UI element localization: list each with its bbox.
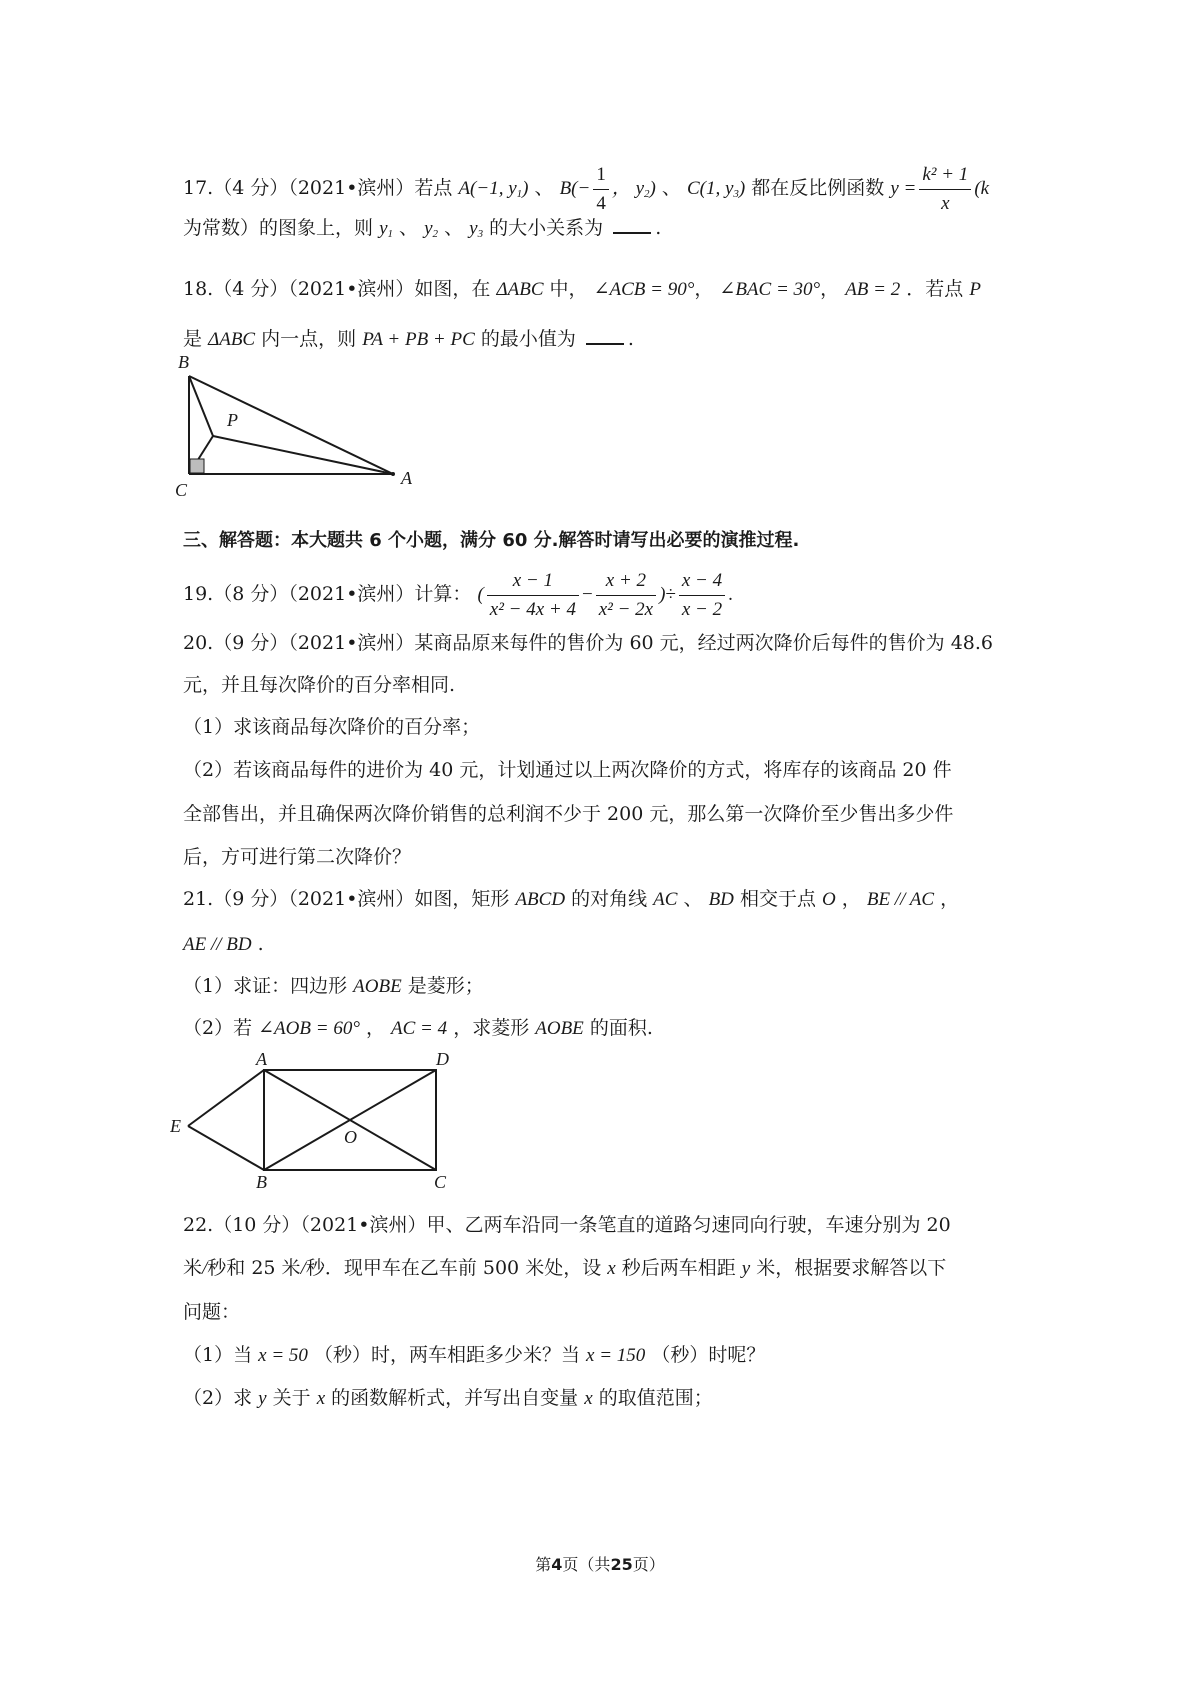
triangle-figure [175,350,455,500]
expression: ( $\frac{x - 1}{\text{x² − 4x + 4}}$ − $\frac{x + 2}{\text{x² − 2x}}$ )÷ $\frac{x - 4}{x - 2}$ . [477,570,733,620]
fraction-2: $\frac{x + 2}{\text{x² − 2x}}$ [596,570,656,621]
point-p: P [969,279,981,300]
page-footer: 第4页（共25页） [535,1555,665,1574]
y1-var: $y_1$ [379,218,393,240]
label-a: A [256,1050,267,1069]
label-a: A [401,468,412,488]
page-number: 4 [551,1555,563,1574]
triangle-abc: ΔABC [496,279,544,300]
answer-blank [613,218,651,234]
label-p: P [227,410,238,430]
function-fraction: $\frac{\text{k² + 1}}{x}$ [919,164,971,215]
angle-bac: ∠BAC = 30° [719,279,821,300]
sum-expression: PA + PB + PC [362,329,475,350]
segment-ab: AB = 2 [845,279,901,300]
q21-line2: AE // BD . [183,933,264,955]
point-b: B(− $\frac{1}{4}$ ， $y_2$) [559,164,656,214]
rectangle-figure [170,1050,470,1190]
q20-part1: （1）求该商品每次降价的百分率； [183,716,481,738]
q17-line2: 为常数）的图象上，则 $y_1$ 、 $y_2$ 、 $y_3$ 的大小关系为 . [183,217,662,240]
fraction-1: $\frac{x - 1}{\text{x² − 4x + 4}}$ [487,570,579,621]
fraction-3: $\frac{x - 4}{x - 2}$ [679,570,725,621]
page-total: 25 [610,1555,633,1574]
label-b: B [256,1172,267,1190]
q22-part1: （1）当 x = 50 （秒）时，两车相距多少米？当 x = 150 （秒）时呢？ [183,1344,766,1366]
q20-part2-line2: 全部售出，并且确保两次降价销售的总利润不少于 200 元，那么第一次降价至少售出多少件 [183,803,954,825]
q22-line2: 米/秒和 25 米/秒．现甲车在乙车前 500 米处，设 x 秒后两车相距 y 米，根据要求解答以下 [183,1257,947,1279]
q22-part2: （2）求 y 关于 x 的函数解析式，并写出自变量 x 的取值范围； [183,1387,713,1409]
q21-line1: 21.（9 分）（2021•滨州）如图，矩形 ABCD 的对角线 AC 、 BD 相交于点 O ， BE // AC ， [183,888,960,910]
angle-acb: ∠ACB = 90° [593,279,695,300]
q17-line1: 17.（4 分）（2021•滨州）若点 A(−1, $y_1$) 、 B(− $\frac{1}{4}$ ， $y_2$) 、 C(1, $y_3$) 都在反比例函数 y = $\frac{\text{k² + 1}}{x}$ (k [183,164,990,214]
q22-line3: 问题： [183,1301,241,1323]
y3-var: $y_3$ [469,218,484,240]
q21-part2: （2）若 ∠AOB = 60° ， AC = 4 ，求菱形 AOBE 的面积. [183,1017,653,1039]
q18-line2: 是 ΔABC 内一点，则 PA + PB + PC 的最小值为 . [183,328,634,350]
point-a: A(−1, $y_1$) [458,177,529,200]
fraction-one-quarter: $\frac{1}{4}$ [593,164,609,215]
q20-line2: 元，并且每次降价的百分率相同. [183,674,456,696]
point-c: C(1, $y_3$) [686,177,746,200]
q22-line1: 22.（10 分）（2021•滨州）甲、乙两车沿同一条笔直的道路匀速同向行驶，车速分别为 20 [183,1214,951,1236]
q20-line1: 20.（9 分）（2021•滨州）某商品原来每件的售价为 60 元，经过两次降价后每件的售价为 48.6 [183,632,994,654]
q18-line1: 18.（4 分）（2021•滨州）如图，在 ΔABC 中， ∠ACB = 90°， ∠BAC = 30°， AB = 2 ．若点 P [183,278,981,300]
label-b: B [178,352,189,372]
section-heading: 三、解答题：本大题共 6 个小题，满分 60 分.解答时请写出必要的演推过程. [183,530,800,551]
q20-part2-line3: 后，方可进行第二次降价？ [183,846,412,868]
label-o: O [344,1127,357,1147]
label-c: C [175,480,188,500]
q20-part2-line1: （2）若该商品每件的进价为 40 元，计划通过以上两次降价的方式，将库存的该商品 20 件 [183,759,952,781]
function-expression: y = $\frac{\text{k² + 1}}{x}$ (k [890,164,990,214]
label-c: C [434,1172,447,1190]
label-d: D [436,1050,449,1069]
answer-blank [586,329,624,345]
q19-line: 19.（8 分）（2021•滨州）计算： ( $\frac{x - 1}{\text{x² − 4x + 4}}$ − $\frac{x + 2}{\text{x² − 2x}}$ )÷ $\frac{x - 4}{x - 2}$ . [183,570,733,620]
q21-part1: （1）求证：四边形 AOBE 是菱形； [183,975,484,997]
y2-var: $y_2$ [424,218,439,240]
label-e: E [170,1116,181,1136]
